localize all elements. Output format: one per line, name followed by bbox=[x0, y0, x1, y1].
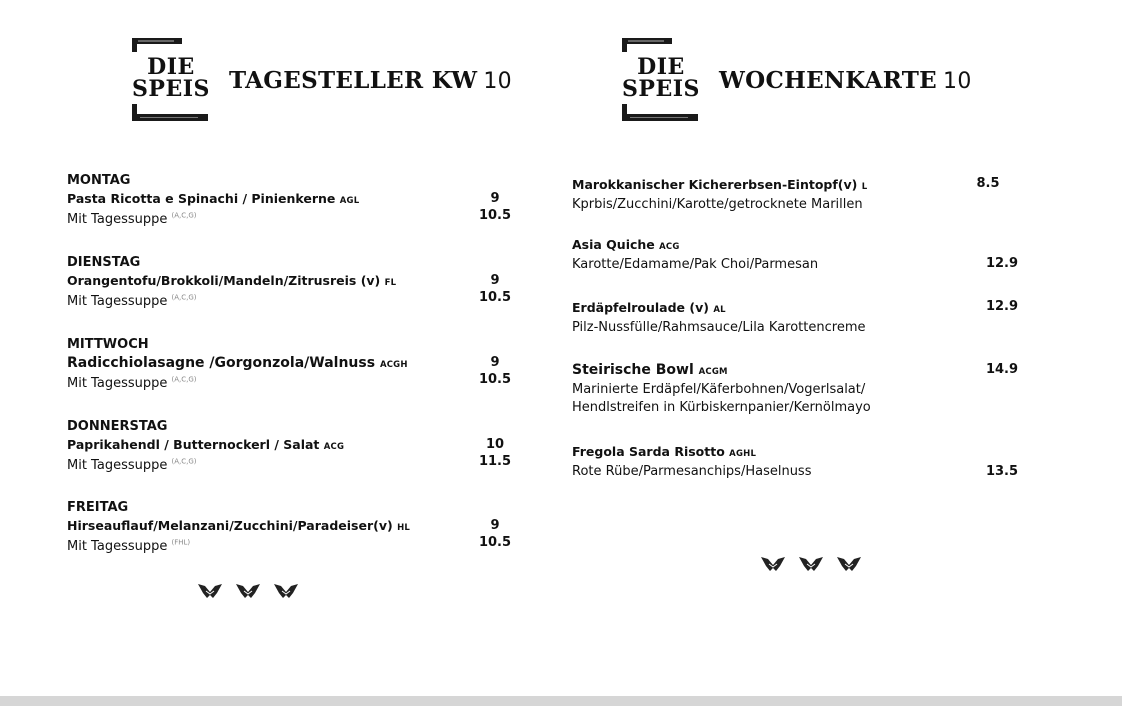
day-block-donnerstag bbox=[67, 418, 517, 472]
dish-description: Rote Rübe/Parmesanchips/Haselnuss bbox=[572, 464, 812, 479]
dish-price: 9 bbox=[490, 518, 500, 533]
dish-price: 12.9 bbox=[985, 256, 1019, 271]
bird-ornament bbox=[760, 555, 862, 573]
soup-row: Mit Tagessuppe $^{(A,C,G)}$ 10.5 bbox=[67, 370, 517, 390]
soup-row: Mit Tagessuppe $^{(FHL)}$ 10.5 bbox=[67, 533, 517, 553]
dish-row: Orangentofu/Brokkoli/Mandeln/Zitrusreis (v) FL 9 bbox=[67, 271, 517, 291]
dish-price: 9 bbox=[490, 273, 500, 288]
day-block-montag bbox=[67, 172, 517, 226]
dish-row: Paprikahendl / Butternockerl / Salat ACG 10 bbox=[67, 435, 517, 455]
soup-row: Mit Tagessuppe $^{(A,C,G)}$ 10.5 bbox=[67, 288, 517, 308]
dish-name: Marokkanischer Kichererbsen-Eintopf(v) L bbox=[572, 177, 868, 192]
menu-item bbox=[572, 236, 1022, 274]
dish-name: Steirische Bowl ACGM bbox=[572, 362, 728, 378]
day-name: DONNERSTAG bbox=[67, 419, 168, 434]
week-number: 10 bbox=[483, 68, 512, 94]
dish-row: Hirseauflauf/Melanzani/Zucchini/Paradeiser(v) HL 9 bbox=[67, 516, 517, 536]
bird-icon bbox=[836, 555, 862, 573]
day-name: FREITAG bbox=[67, 500, 129, 515]
bird-icon bbox=[760, 555, 786, 573]
dish-name: Asia Quiche ACG bbox=[572, 237, 680, 252]
bird-icon bbox=[798, 555, 824, 573]
day-name: DIENSTAG bbox=[67, 255, 141, 270]
soup-price: 10.5 bbox=[478, 535, 512, 550]
page-title: WOCHENKARTE 10 bbox=[719, 66, 972, 94]
dish-row: Radicchiolasagne /Gorgonzola/Walnuss ACGH 9 bbox=[67, 353, 517, 373]
dish-price: 12.9 bbox=[985, 299, 1019, 314]
dish-description: Marinierte Erdäpfel/Käferbohnen/Vogerlsalat/ bbox=[572, 382, 866, 397]
daily-menu-header bbox=[130, 38, 512, 122]
menu-item bbox=[572, 176, 1022, 214]
bird-icon bbox=[273, 582, 299, 600]
day-name: MITTWOCH bbox=[67, 337, 149, 352]
soup-row: Mit Tagessuppe $^{(A,C,G)}$ 10.5 bbox=[67, 206, 517, 226]
die-speis-logo: DIE SPEIS bbox=[620, 38, 702, 122]
dish-description: Pilz-Nussfülle/Rahmsauce/Lila Karottencreme bbox=[572, 320, 866, 335]
day-block-freitag bbox=[67, 499, 517, 553]
dish-price: 14.9 bbox=[985, 362, 1019, 377]
week-number: 10 bbox=[943, 68, 972, 94]
dish-description: Karotte/Edamame/Pak Choi/Parmesan bbox=[572, 257, 819, 272]
die-speis-logo: DIE SPEIS bbox=[130, 38, 212, 122]
dish-price: 9 bbox=[490, 355, 500, 370]
day-block-mittwoch bbox=[67, 336, 517, 390]
soup-price: 10.5 bbox=[478, 290, 512, 305]
menu-item bbox=[572, 299, 1022, 337]
bird-ornament bbox=[197, 582, 299, 600]
soup-price: 10.5 bbox=[478, 372, 512, 387]
soup-row: Mit Tagessuppe $^{(A,C,G)}$ 11.5 bbox=[67, 452, 517, 472]
dish-description: Hendlstreifen in Kürbiskernpanier/Kernölmayo bbox=[572, 400, 871, 415]
soup-price: 11.5 bbox=[478, 454, 512, 469]
weekly-menu-header bbox=[620, 38, 972, 122]
dish-price: 10 bbox=[485, 437, 505, 452]
dish-description: Kprbis/Zucchini/Karotte/getrocknete Marillen bbox=[572, 197, 863, 212]
day-name: MONTAG bbox=[67, 173, 131, 188]
dish-price: 8.5 bbox=[976, 176, 1000, 191]
bottom-scroll-area bbox=[0, 696, 1122, 706]
soup-price: 10.5 bbox=[478, 208, 512, 223]
menu-item bbox=[572, 443, 1022, 481]
dish-name: Fregola Sarda Risotto AGHL bbox=[572, 444, 757, 459]
dish-price: 9 bbox=[490, 191, 500, 206]
dish-price: 13.5 bbox=[985, 464, 1019, 479]
dish-name: Erdäpfelroulade (v) AL bbox=[572, 300, 726, 315]
menu-item bbox=[572, 361, 1022, 417]
page-title: TAGESTELLER KW 10 bbox=[229, 66, 512, 94]
bird-icon bbox=[235, 582, 261, 600]
bird-icon bbox=[197, 582, 223, 600]
dish-row: Pasta Ricotta e Spinachi / Pinienkerne AGL 9 bbox=[67, 189, 517, 209]
day-block-dienstag bbox=[67, 254, 517, 308]
